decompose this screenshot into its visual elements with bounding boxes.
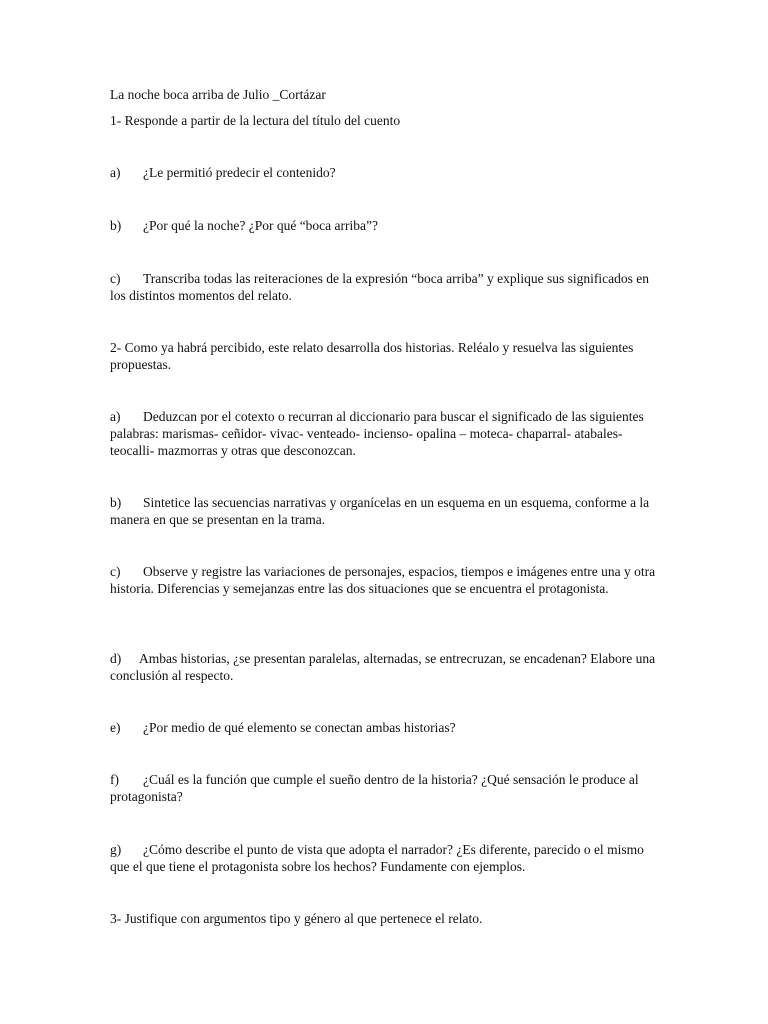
question-text: ¿Por qué la noche? ¿Por qué “boca arriba”? (143, 218, 379, 233)
question-text: Ambas historias, ¿se presentan paralelas, alternadas, se entrecruzan, se encadenan? Elabore una conclusión al respecto. (110, 651, 656, 683)
question-marker: a) (110, 165, 121, 180)
question-marker: b) (110, 218, 122, 233)
question-1c (110, 270, 660, 304)
question-2d (110, 650, 660, 684)
question-text: ¿Por medio de qué elemento se conectan ambas historias? (143, 720, 456, 735)
question-marker: c) (110, 564, 121, 579)
question-text: Sintetice las secuencias narrativas y organícelas en un esquema en un esquema, conforme a la manera en que se presentan en la trama. (110, 495, 650, 527)
question-marker: b) (110, 495, 122, 510)
question-2e (110, 719, 660, 736)
question-text: Deduzcan por el cotexto o recurran al diccionario para buscar el significado de las siguientes palabras: marismas- ceñidor- vivac- venteado- incienso- opalina – moteca- chaparral- atabales- teocalli- mazmorras y otras que desconozcan. (110, 409, 644, 458)
section-2-heading: 2- Como ya habrá percibido, este relato desarrolla dos historias. Reléalo y resuelva las siguientes propuestas. (110, 340, 634, 372)
question-marker: a) (110, 409, 121, 424)
question-marker: e) (110, 720, 121, 735)
question-text: Observe y registre las variaciones de personajes, espacios, tiempos e imágenes entre una y otra historia. Diferencias y semejanzas entre las dos situaciones que se encuentra el protagonista. (110, 564, 656, 596)
question-2f (110, 771, 660, 805)
question-marker: d) (110, 651, 122, 666)
question-text: ¿Cuál es la función que cumple el sueño dentro de la historia? ¿Qué sensación le produce al protagonista? (110, 772, 639, 804)
question-2c (110, 563, 660, 597)
question-marker: g) (110, 842, 122, 857)
document-title: La noche boca arriba de Julio _Cortázar (110, 87, 326, 102)
question-2a (110, 408, 660, 459)
question-1b (110, 217, 660, 234)
question-1a (110, 164, 660, 181)
question-text: ¿Cómo describe el punto de vista que adopta el narrador? ¿Es diferente, parecido o el mismo que el que tiene el protagonista sobre los hechos? Fundamente con ejemplos. (110, 842, 644, 874)
question-2g (110, 841, 660, 875)
question-2b (110, 494, 660, 528)
question-marker: f) (110, 772, 119, 787)
question-text: ¿Le permitió predecir el contenido? (143, 165, 336, 180)
question-text: Transcriba todas las reiteraciones de la expresión “boca arriba” y explique sus significados en los distintos momentos del relato. (110, 271, 649, 303)
question-marker: c) (110, 271, 121, 286)
section-3-heading: 3- Justifique con argumentos tipo y género al que pertenece el relato. (110, 911, 483, 926)
section-1-heading: 1- Responde a partir de la lectura del título del cuento (110, 113, 401, 128)
